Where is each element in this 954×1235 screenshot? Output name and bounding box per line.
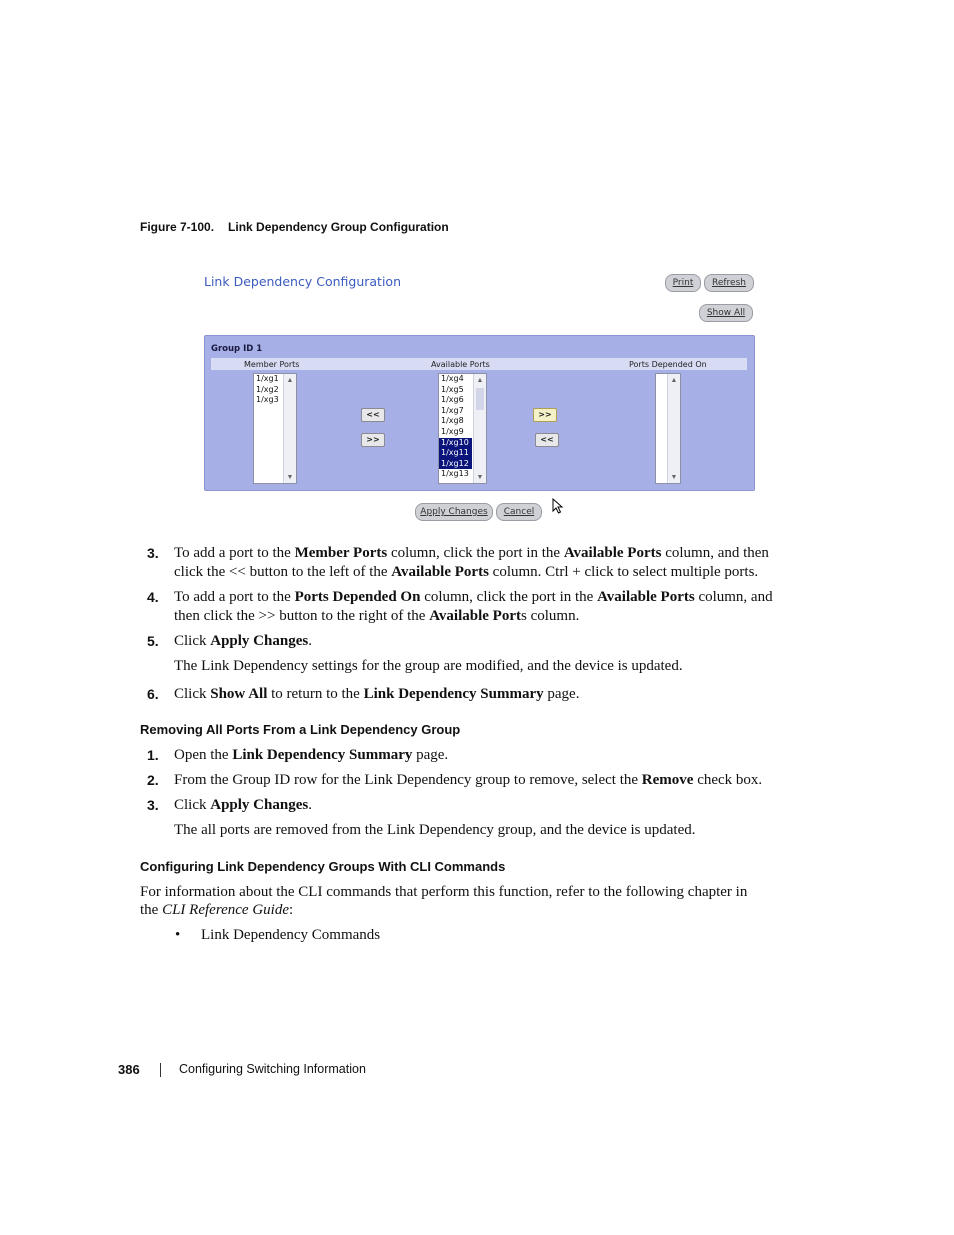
config-title: Link Dependency Configuration: [204, 274, 401, 289]
list-item[interactable]: 1/xg6: [441, 395, 464, 405]
member-ports-list[interactable]: [253, 373, 297, 484]
page-number: 386: [118, 1062, 140, 1077]
scroll-thumb[interactable]: [476, 388, 484, 410]
list-item[interactable]: 1/xg3: [256, 395, 279, 405]
step-number: 1.: [147, 747, 159, 763]
group-panel: [204, 335, 755, 491]
step-3-line-2: click the << button to the left of the Available Ports column. Ctrl + click to select multiple ports.: [174, 564, 759, 580]
list-item[interactable]: 1/xg1: [256, 374, 279, 383]
cli-reference-guide-title: CLI Reference Guide: [162, 902, 289, 918]
step-3-line-1: To add a port to the Member Ports column, click the port in the Available Ports column, and then: [174, 545, 769, 561]
footer-divider: [160, 1063, 161, 1077]
list-item[interactable]: 1/xg5: [441, 384, 464, 394]
list-item[interactable]: 1/xg7: [441, 405, 464, 415]
remove-step-3-result: The all ports are removed from the Link Dependency group, and the device is updated.: [174, 822, 696, 838]
apply-changes-button[interactable]: Apply Changes: [415, 503, 493, 521]
footer-chapter: Configuring Switching Information: [179, 1062, 366, 1076]
figure-caption: [140, 220, 449, 234]
mouse-cursor-icon: [552, 498, 564, 514]
list-item[interactable]: 1/xg9: [441, 426, 464, 436]
list-item[interactable]: 1/xg8: [441, 416, 464, 426]
ports-depended-header: Ports Depended On: [629, 360, 707, 369]
step-number: 6.: [147, 686, 159, 702]
ports-depended-list[interactable]: [655, 373, 681, 484]
cli-paragraph-line-2: the CLI Reference Guide:: [140, 902, 294, 918]
step-5: Click Apply Changes.: [174, 633, 312, 649]
available-ports-header: Available Ports: [431, 360, 490, 369]
figure-title: Link Dependency Group Configuration: [228, 220, 449, 234]
scrollbar[interactable]: [667, 374, 680, 483]
list-item-selected[interactable]: 1/xg10: [439, 438, 472, 449]
scroll-down-icon[interactable]: ▼: [476, 473, 484, 481]
list-item-selected[interactable]: 1/xg11: [439, 448, 472, 459]
section-heading-remove: Removing All Ports From a Link Dependency Group: [140, 722, 461, 737]
step-number: 4.: [147, 589, 159, 605]
remove-step-2: From the Group ID row for the Link Dependency group to remove, select the Remove check box.: [174, 772, 763, 788]
bullet-icon: •: [175, 927, 181, 943]
move-to-depended-button[interactable]: >>: [533, 408, 557, 422]
show-all-button[interactable]: Show All: [699, 304, 753, 322]
cli-paragraph-line-1: For information about the CLI commands that perform this function, refer to the following chapter in: [140, 884, 748, 900]
step-6: Click Show All to return to the Link Dependency Summary page.: [174, 686, 580, 702]
scroll-down-icon[interactable]: ▼: [670, 473, 678, 481]
list-item[interactable]: 1/xg13: [441, 469, 469, 479]
step-number: 5.: [147, 633, 159, 649]
step-number: 3.: [147, 797, 159, 813]
move-from-member-button[interactable]: >>: [361, 433, 385, 447]
print-button[interactable]: Print: [665, 274, 701, 292]
scroll-up-icon[interactable]: ▲: [476, 376, 484, 384]
bullet-item: Link Dependency Commands: [201, 927, 381, 943]
move-to-member-button[interactable]: <<: [361, 408, 385, 422]
remove-step-3: Click Apply Changes.: [174, 797, 312, 813]
refresh-button[interactable]: Refresh: [704, 274, 754, 292]
remove-step-1: Open the Link Dependency Summary page.: [174, 747, 449, 763]
list-item[interactable]: 1/xg4: [441, 374, 464, 383]
figure-screenshot: [196, 258, 762, 528]
scrollbar[interactable]: [473, 374, 486, 483]
scrollbar[interactable]: [283, 374, 296, 483]
member-ports-header: Member Ports: [244, 360, 300, 369]
list-item[interactable]: 1/xg2: [256, 384, 279, 394]
step-5-result: The Link Dependency settings for the group are modified, and the device is updated.: [174, 658, 683, 674]
figure-number: Figure 7-100.: [140, 220, 215, 234]
list-item-selected[interactable]: 1/xg12: [439, 459, 472, 470]
available-ports-list[interactable]: [438, 373, 487, 484]
scroll-up-icon[interactable]: ▲: [670, 376, 678, 384]
section-heading-cli: Configuring Link Dependency Groups With CLI Commands: [140, 859, 506, 874]
move-from-depended-button[interactable]: <<: [535, 433, 559, 447]
step-4-line-2: then click the >> button to the right of the Available Ports column.: [174, 608, 580, 624]
group-id-label: Group ID 1: [211, 344, 263, 354]
step-4-line-1: To add a port to the Ports Depended On column, click the port in the Available Ports column, and: [174, 589, 773, 605]
step-number: 3.: [147, 545, 159, 561]
cancel-button[interactable]: Cancel: [496, 503, 542, 521]
step-number: 2.: [147, 772, 159, 788]
scroll-up-icon[interactable]: ▲: [286, 376, 294, 384]
scroll-down-icon[interactable]: ▼: [286, 473, 294, 481]
